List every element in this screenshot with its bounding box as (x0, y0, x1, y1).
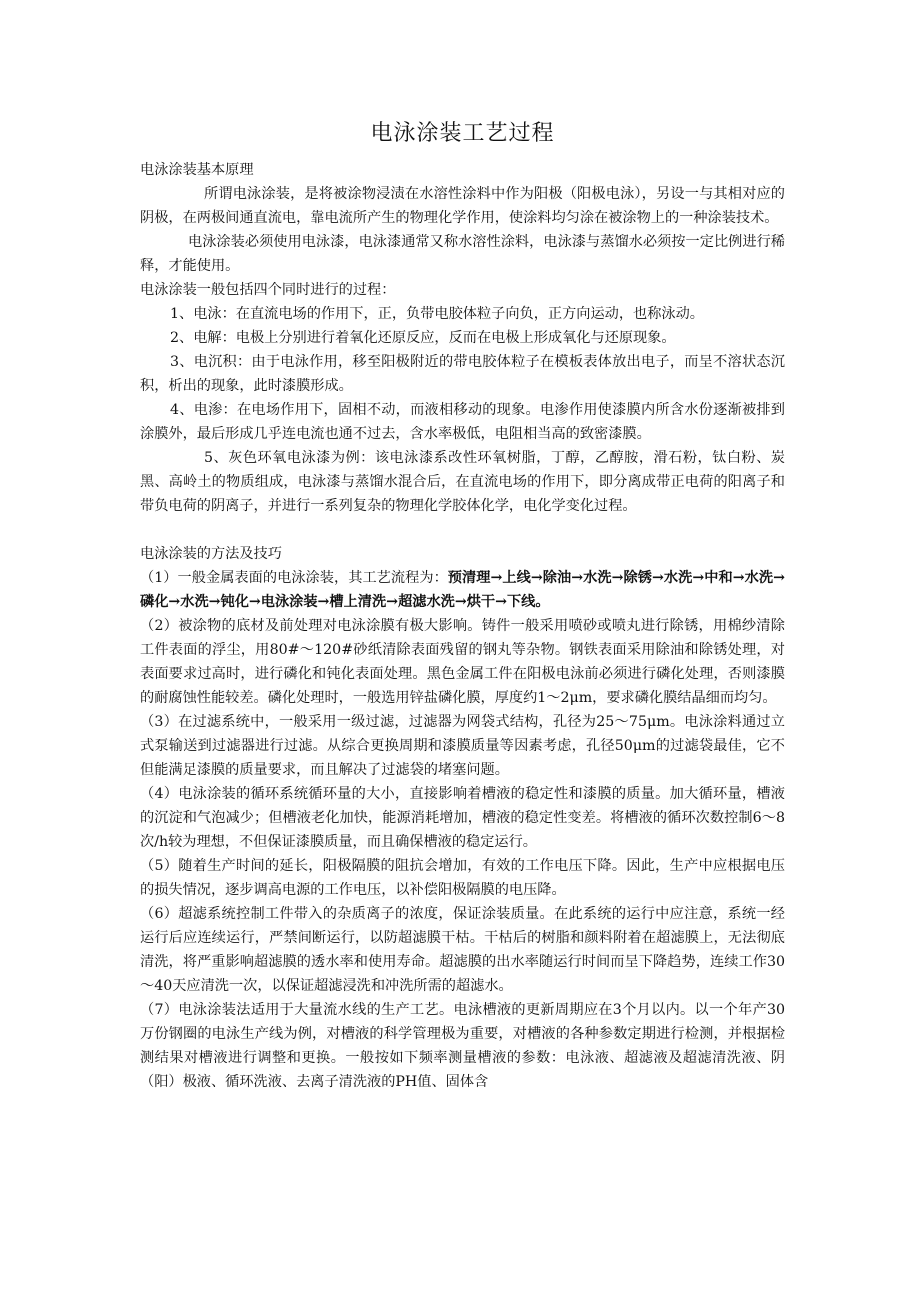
spacer (140, 518, 785, 542)
paragraph-ultrafiltration: （6）超滤系统控制工件带入的杂质离子的浓度，保证涂装质量。在此系统的运行中应注意，系统一经运行后应连续运行，严禁间断运行，以防超滤膜干枯。干枯后的树脂和颜料附着在超滤膜上，无法彻底清洗，将严重影响超滤膜的透水率和使用寿命。超滤膜的出水率随运行时间而呈下降趋势，连续工作30～40天应清洗一次，以保证超滤浸洗和冲洗所需的超滤水。 (140, 906, 785, 994)
paragraph-filtration: （3）在过滤系统中，一般采用一级过滤，过滤器为网袋式结构，孔径为25～75μm。电泳涂料通过立式泵输送到过滤器进行过滤。从综合更换周期和漆膜质量等因素考虑，孔径50μm的过滤袋最佳，它不但能满足漆膜的质量要求，而且解决了过滤袋的堵塞问题。 (140, 714, 785, 778)
paragraph-processes-intro: 电泳涂装一般包括四个同时进行的过程： (140, 282, 396, 298)
paragraph-process-flow (140, 566, 785, 614)
paragraph-paint: 电泳涂装必须使用电泳漆，电泳漆通常又称水溶性涂料，电泳漆与蒸馏水必须按一定比例进行稀释，才能使用。 (140, 234, 785, 274)
list-item: 4、电渗：在电场作用下，固相不动，而液相移动的现象。电渗作用使漆膜内所含水份逐渐被排到涂膜外，最后形成几乎连电流也通不过去，含水率极低，电阻相当高的致密漆膜。 (140, 402, 785, 442)
paragraph-definition: 所谓电泳涂装，是将被涂物浸渍在水溶性涂料中作为阳极（阳极电泳），另设一与其相对应的阴极，在两极间通直流电，靠电流所产生的物理化学作用，使涂料均匀涂在被涂物上的一种涂装技术。 (140, 186, 785, 226)
paragraph-substrate: （2）被涂物的底材及前处理对电泳涂膜有极大影响。铸件一般采用喷砂或喷丸进行除锈，用棉纱清除工件表面的浮尘，用80#～120#砂纸清除表面残留的钢丸等杂物。钢铁表面采用除油和除锈处理，对表面要求过高时，进行磷化和钝化表面处理。黑色金属工件在阳极电泳前必须进行磷化处理，否则漆膜的耐腐蚀性能较差。磷化处理时，一般选用锌盐磷化膜，厚度约1～2μm，要求磷化膜结晶细而均匀。 (140, 618, 785, 706)
section-heading-principle: 电泳涂装基本原理 (140, 162, 254, 178)
list-item: 1、电泳：在直流电场的作用下，正，负带电胶体粒子向负，正方向运动，也称泳动。 (170, 306, 704, 322)
document-page (140, 118, 785, 1094)
list-item: 3、电沉积：由于电泳作用，移至阳极附近的带电胶体粒子在模板表体放出电子，而呈不溶状态沉积，析出的现象，此时漆膜形成。 (140, 354, 785, 394)
page-title: 电泳涂装工艺过程 (370, 121, 555, 146)
process-flow: 预清理→上线→除油→水洗→除锈→水洗→中和→水洗→磷化→水洗→钝化→电泳涂装→槽上清洗→超滤水洗→烘干→下线。 (140, 570, 785, 610)
list-item: 2、电解：电极上分别进行着氧化还原反应，反而在电极上形成氧化与还原现象。 (170, 330, 676, 346)
paragraph-circulation: （4）电泳涂装的循环系统循环量的大小，直接影响着槽液的稳定性和漆膜的质量。加大循环量，槽液的沉淀和气泡减少；但槽液老化加快，能源消耗增加，槽液的稳定性变差。将槽液的循环次数控制6～8次/h较为理想，不但保证漆膜质量，而且确保槽液的稳定运行。 (140, 786, 785, 850)
list-item: 5、灰色环氧电泳漆为例：该电泳漆系改性环氧树脂，丁醇，乙醇胺，滑石粉，钛白粉、炭黑、高岭土的物质组成，电泳漆与蒸馏水混合后，在直流电场的作用下，即分离成带正电荷的阳离子和带负电荷的阴离子，并进行一系列复杂的物理化学胶体化学，电化学变化过程。 (140, 450, 785, 514)
flow-prefix: （1）一般金属表面的电泳涂装，其工艺流程为： (140, 570, 448, 586)
section-heading-methods: 电泳涂装的方法及技巧 (140, 546, 282, 562)
paragraph-voltage: （5）随着生产时间的延长，阳极隔膜的阻抗会增加，有效的工作电压下降。因此，生产中应根据电压的损失情况，逐步调高电源的工作电压，以补偿阳极隔膜的电压降。 (140, 858, 785, 898)
paragraph-bath-management: （7）电泳涂装法适用于大量流水线的生产工艺。电泳槽液的更新周期应在3个月以内。以一个年产30万份钢圈的电泳生产线为例，对槽液的科学管理极为重要，对槽液的各种参数定期进行检测，并根据检测结果对槽液进行调整和更换。一般按如下频率测量槽液的参数：电泳液、超滤液及超滤清洗液、阴（阳）极液、循环洗液、去离子清洗液的PH值、固体含 (140, 1002, 785, 1090)
